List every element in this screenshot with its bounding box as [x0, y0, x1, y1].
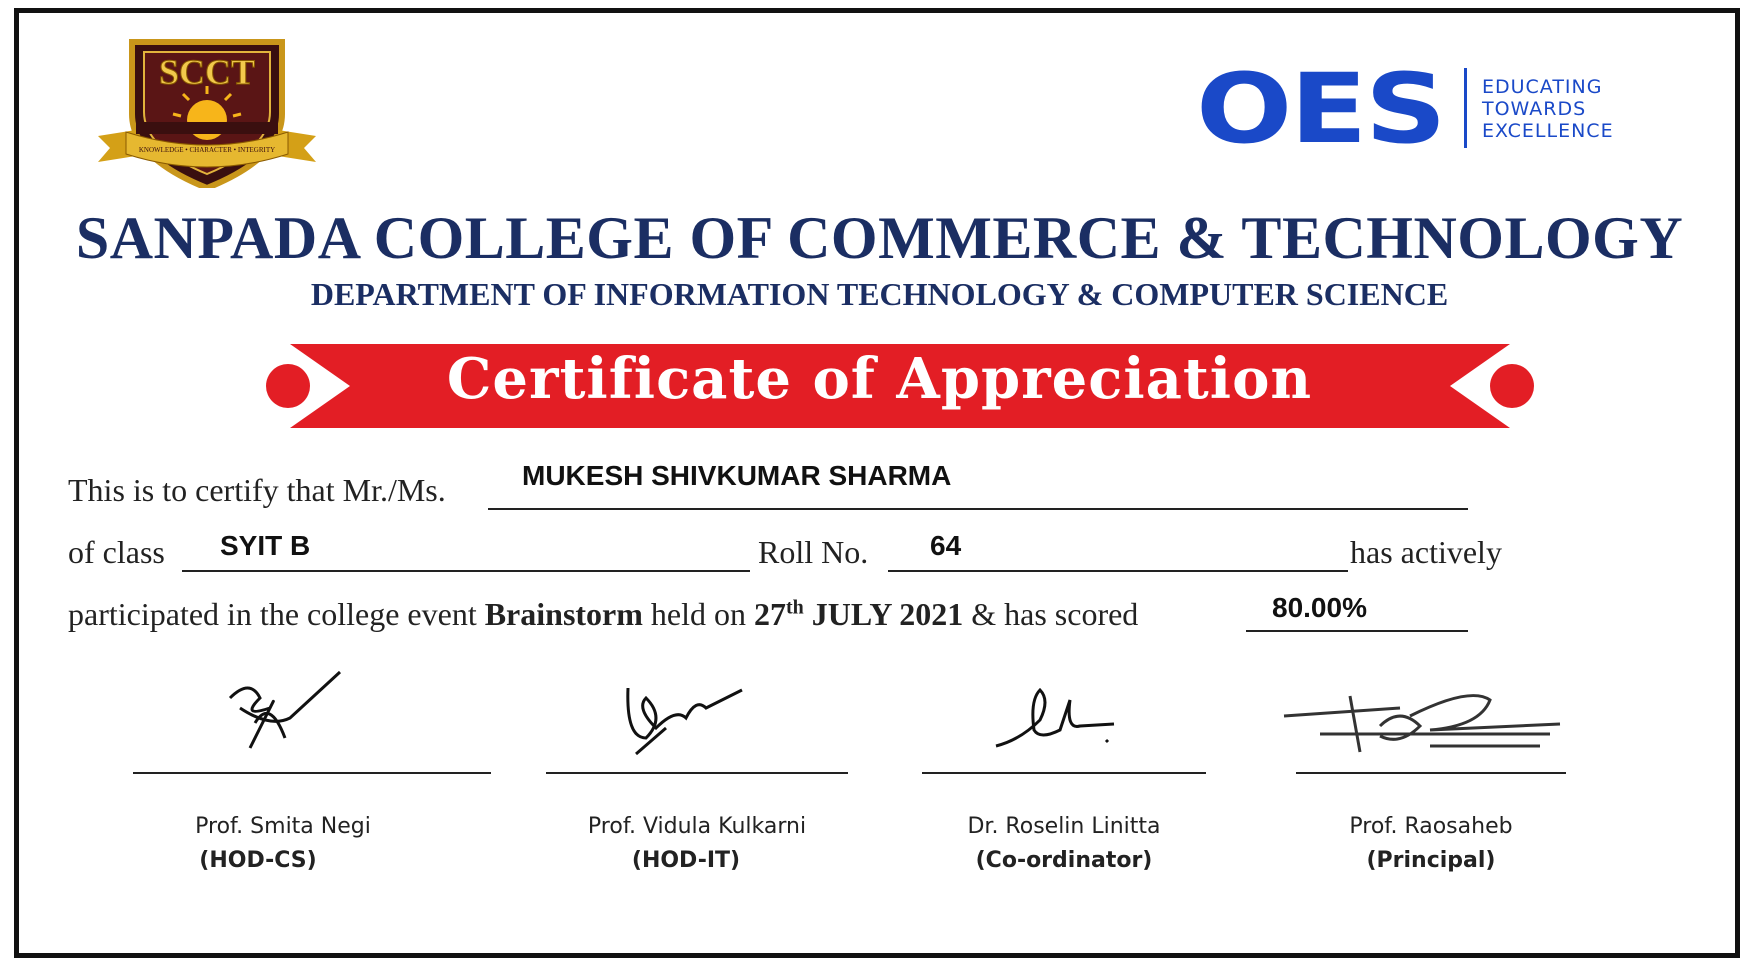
signature-image — [1280, 686, 1564, 756]
event-name: Brainstorm — [484, 596, 643, 632]
signature-line-principal — [1296, 772, 1566, 774]
student-name: MUKESH SHIVKUMAR SHARMA — [522, 460, 952, 491]
certify-prefix: This is to certify that Mr./Ms. — [68, 472, 446, 508]
scct-logo — [96, 38, 318, 188]
signatory-name: Prof. Raosaheb — [1349, 814, 1513, 839]
signature-image — [616, 678, 746, 758]
college-name: SANPADA COLLEGE OF COMMERCE & TECHNOLOGY — [75, 205, 1684, 271]
event-line: participated in the college event Brainstorm held on 27th JULY 2021 & has scored — [68, 596, 1139, 632]
roll-label: Roll No. — [758, 534, 869, 570]
name-underline — [488, 508, 1468, 510]
roll-underline — [888, 570, 1348, 572]
class-value: SYIT B — [220, 530, 311, 561]
signatory-role: (HOD-CS) — [199, 848, 317, 873]
score-value: 80.00% — [1272, 592, 1367, 623]
signatory-role: (Co-ordinator) — [975, 848, 1153, 873]
signature-image — [210, 668, 350, 764]
roll-suffix: has actively — [1350, 534, 1502, 570]
signature-line-coordinator — [922, 772, 1206, 774]
signatory-name: Dr. Roselin Linitta — [967, 814, 1161, 839]
score-underline — [1246, 630, 1468, 632]
signature-line-hod-cs — [133, 772, 491, 774]
oes-logo-text: OES — [1196, 53, 1445, 165]
signatory-role: (HOD-IT) — [631, 848, 741, 873]
roll-value: 64 — [930, 530, 962, 561]
certificate-title: Certificate of Appreciation — [446, 346, 1313, 412]
oes-tagline: EDUCATING TOWARDS EXCELLENCE — [1482, 76, 1614, 142]
signatory-name: Prof. Smita Negi — [195, 814, 371, 839]
scct-logo-text: SCCT — [158, 52, 256, 92]
signatory-role: (Principal) — [1366, 848, 1496, 873]
signature-line-hod-it — [546, 772, 848, 774]
class-label: of class — [68, 534, 165, 570]
class-underline — [182, 570, 750, 572]
signatory-name: Prof. Vidula Kulkarni — [587, 814, 807, 839]
oes-divider — [1464, 68, 1467, 148]
event-date: 27th JULY 2021 — [754, 596, 964, 632]
signature-image — [990, 680, 1120, 754]
department-name: DEPARTMENT OF INFORMATION TECHNOLOGY & COMPUTER SCIENCE — [310, 276, 1449, 312]
scct-logo-motto: KNOWLEDGE • CHARACTER • INTEGRITY — [138, 146, 276, 154]
oes-logo — [1196, 53, 1656, 165]
